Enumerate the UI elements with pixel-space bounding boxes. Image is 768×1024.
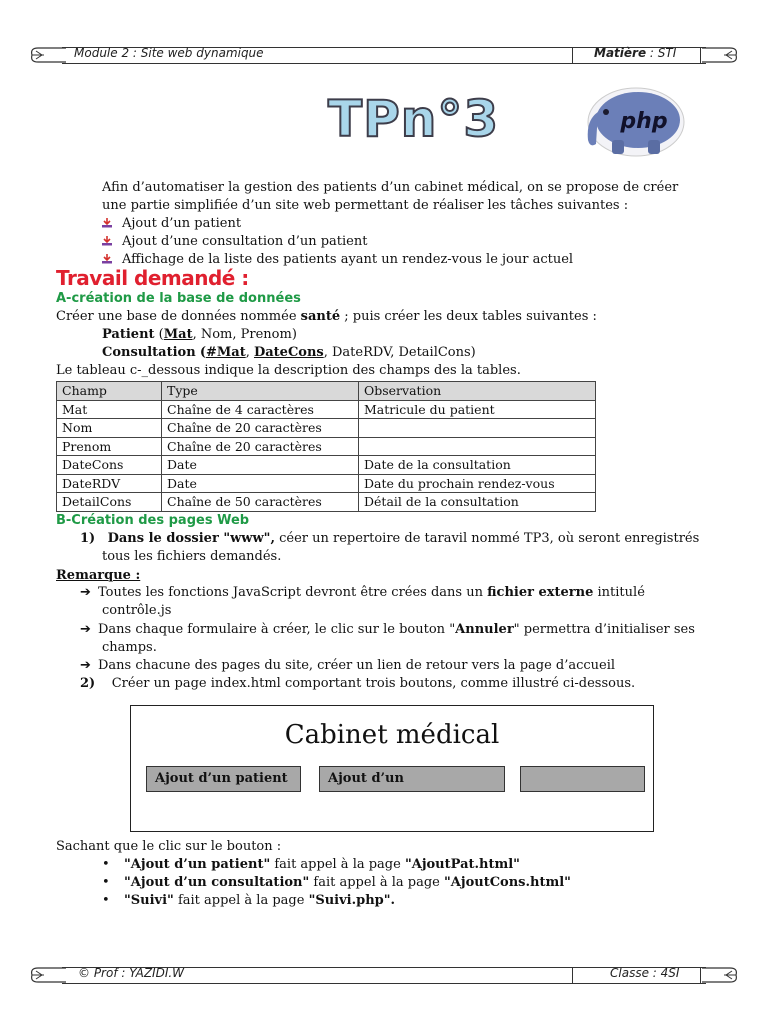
php-elephant-icon [572,82,692,162]
table-row: Prenom Chaîne de 20 caractères [57,437,596,456]
intro-line-2: une partie simplifiée d’un site web permettant de réaliser les tâches suivantes : [102,198,629,213]
conclusion-intro: Sachant que le clic sur le bouton : [56,839,282,854]
remark-label: Remarque : [56,568,141,583]
arrow-bullet-icon [102,218,112,228]
conclusion-item: • "Ajout d’un patient" fait appel à la page "AjoutPat.html" [102,857,520,872]
table-consultation-schema: Consultation (#Mat, DateCons, DateRDV, DetailCons) [102,345,476,360]
mockup-title: Cabinet médical [284,720,500,750]
page-title: TPn°3 [328,90,500,148]
task-item: Affichage de la liste des patients ayant un rendez-vous le jour actuel [102,251,573,269]
remark-item: ➔ Dans chacune des pages du site, créer un lien de retour vers la page d’accueil [80,658,616,673]
conclusion-item: • "Suivi" fait appel à la page "Suivi.php". [102,893,396,908]
intro-line-1: Afin d’automatiser la gestion des patients d’un cabinet médical, on se propose de créer [102,180,679,195]
subject-field: Matière : STI [594,46,677,60]
mockup-followup-button[interactable] [520,766,645,792]
table-row: DateRDV Date Date du prochain rendez-vous [57,474,596,493]
fields-table [56,381,596,512]
svg-text:php: php [620,109,668,134]
arrow-right-icon: ➔ [80,658,91,673]
remark-item-line-2: champs. [102,640,157,655]
table-header-row: Champ Type Observation [57,382,596,401]
step-1: 1) Dans le dossier "www", céer un repertoire de taravil nommé TP3, où seront enregistrés [80,531,700,546]
scroll-right-icon [700,964,740,986]
section-a-text: Créer une base de données nommée santé ; puis créer les deux tables suivantes : [56,309,597,324]
footer-class: Classe : 4SI [610,966,680,980]
work-heading: Travail demandé : [56,266,249,290]
table-intro: Le tableau c-_dessous indique la description des champs des la tables. [56,363,521,378]
remark-item: ➔ Dans chaque formulaire à créer, le clic sur le bouton "Annuler" permettra d’initialiser ses [80,622,695,637]
module-label: Module 2 : Site web dynamique [74,46,264,60]
task-item: Ajout d’une consultation d’un patient [102,233,367,251]
footer-banner [28,964,740,986]
scroll-right-icon [700,44,740,66]
table-patient-schema: Patient (Mat, Nom, Prenom) [102,327,297,342]
section-a-heading: A-création de la base de données [56,291,301,306]
mockup-add-patient-button[interactable]: Ajout d’un patient [146,766,301,792]
table-row: Mat Chaîne de 4 caractères Matricule du patient [57,400,596,419]
index-page-mockup [130,705,654,832]
step-1-line-2: tous les fichiers demandés. [102,549,282,564]
section-b-heading: B-Création des pages Web [56,513,250,528]
task-item: Ajout d’un patient [102,215,241,233]
arrow-bullet-icon [102,236,112,246]
remark-item: ➔ Toutes les fonctions JavaScript devront être crées dans un fichier externe intitulé [80,585,645,600]
arrow-right-icon: ➔ [80,585,91,600]
mockup-add-consultation-button[interactable]: Ajout d’un [319,766,505,792]
header-banner [28,44,740,66]
table-row: Nom Chaîne de 20 caractères [57,419,596,438]
remark-item-line-2: contrôle.js [102,603,172,618]
conclusion-item: • "Ajout d’un consultation" fait appel à la page "AjoutCons.html" [102,875,571,890]
arrow-bullet-icon [102,254,112,264]
arrow-right-icon: ➔ [80,622,91,637]
table-row: DateCons Date Date de la consultation [57,456,596,475]
table-row: DetailCons Chaîne de 50 caractères Détail de la consultation [57,493,596,512]
step-2: 2) Créer un page index.html comportant trois boutons, comme illustré ci-dessous. [80,676,636,691]
footer-prof: © Prof : YAZIDI.W [78,966,185,980]
